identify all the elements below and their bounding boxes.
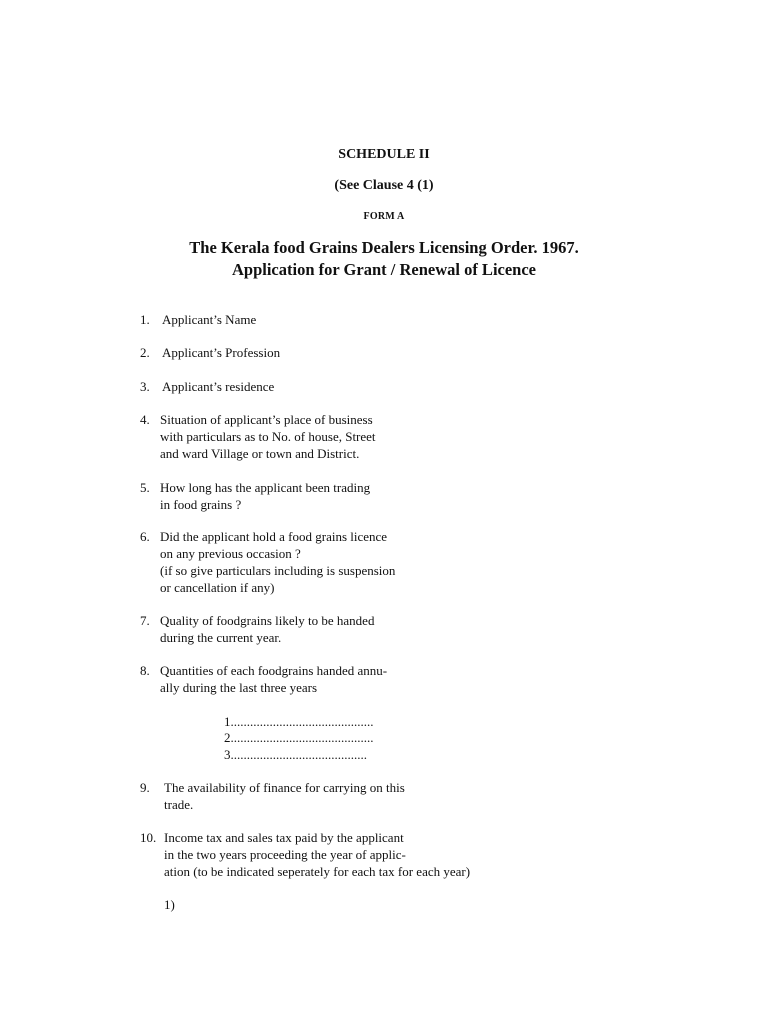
schedule-heading: SCHEDULE II xyxy=(338,147,430,162)
item-number: 1. xyxy=(140,312,150,327)
item-number: 4. xyxy=(140,412,150,427)
form-item-tax-paid xyxy=(140,829,470,880)
item-text: with particulars as to No. of house, Street xyxy=(160,429,376,444)
item-number: 5. xyxy=(140,480,150,495)
item-text: ation (to be indicated seperately for each tax for each year) xyxy=(164,864,471,879)
tax-entry-line: 1) xyxy=(164,897,175,912)
form-item-finance-availability xyxy=(140,779,405,813)
item-text: during the current year. xyxy=(160,630,282,645)
form-item-place-of-business xyxy=(140,411,376,462)
item-text: on any previous occasion ? xyxy=(160,546,301,561)
item-number: 9. xyxy=(140,780,150,795)
form-item-foodgrain-quantities xyxy=(140,662,387,696)
item-text: Situation of applicant’s place of business xyxy=(160,412,373,427)
item-text: and ward Village or town and District. xyxy=(160,446,360,461)
item-text: or cancellation if any) xyxy=(160,580,275,595)
quantity-entry-line: 3.......................................... xyxy=(224,747,367,762)
form-item-applicant-name xyxy=(140,311,256,328)
item-text: Did the applicant hold a food grains licence xyxy=(160,529,388,544)
item-text: in food grains ? xyxy=(160,497,242,512)
item-text: The availability of finance for carrying on this xyxy=(164,780,405,795)
item-text: Applicant’s residence xyxy=(162,379,275,394)
form-item-applicant-residence xyxy=(140,378,274,395)
clause-reference: (See Clause 4 (1) xyxy=(334,178,434,193)
item-number: 8. xyxy=(140,663,150,678)
item-text: in the two years proceeding the year of applic- xyxy=(164,847,406,862)
quantity-entry-line: 2............................................ xyxy=(224,730,374,745)
item-number: 10. xyxy=(140,830,157,845)
item-number: 6. xyxy=(140,529,150,544)
item-text: ally during the last three years xyxy=(160,680,318,695)
item-text: Quantities of each foodgrains handed annu- xyxy=(160,663,388,678)
item-text: Applicant’s Profession xyxy=(162,345,281,360)
form-item-applicant-profession xyxy=(140,344,280,361)
item-number: 3. xyxy=(140,379,150,394)
document-title: The Kerala food Grains Dealers Licensing Order. 1967. xyxy=(189,238,579,257)
form-item-trading-duration xyxy=(140,479,370,513)
item-text: How long has the applicant been trading xyxy=(160,480,371,495)
form-item-previous-licence xyxy=(140,528,395,596)
form-label: FORM A xyxy=(363,211,405,222)
item-text: trade. xyxy=(164,797,194,812)
item-text: Income tax and sales tax paid by the applicant xyxy=(164,830,404,845)
item-text: Quality of foodgrains likely to be handed xyxy=(160,613,375,628)
quantity-entry-line: 1............................................ xyxy=(224,714,374,729)
item-number: 2. xyxy=(140,345,150,360)
item-number: 7. xyxy=(140,613,150,628)
item-text: (if so give particulars including is suspension xyxy=(160,563,396,578)
item-text: Applicant’s Name xyxy=(162,312,257,327)
form-item-foodgrain-quality xyxy=(140,612,374,646)
document-subtitle: Application for Grant / Renewal of Licence xyxy=(232,260,536,279)
